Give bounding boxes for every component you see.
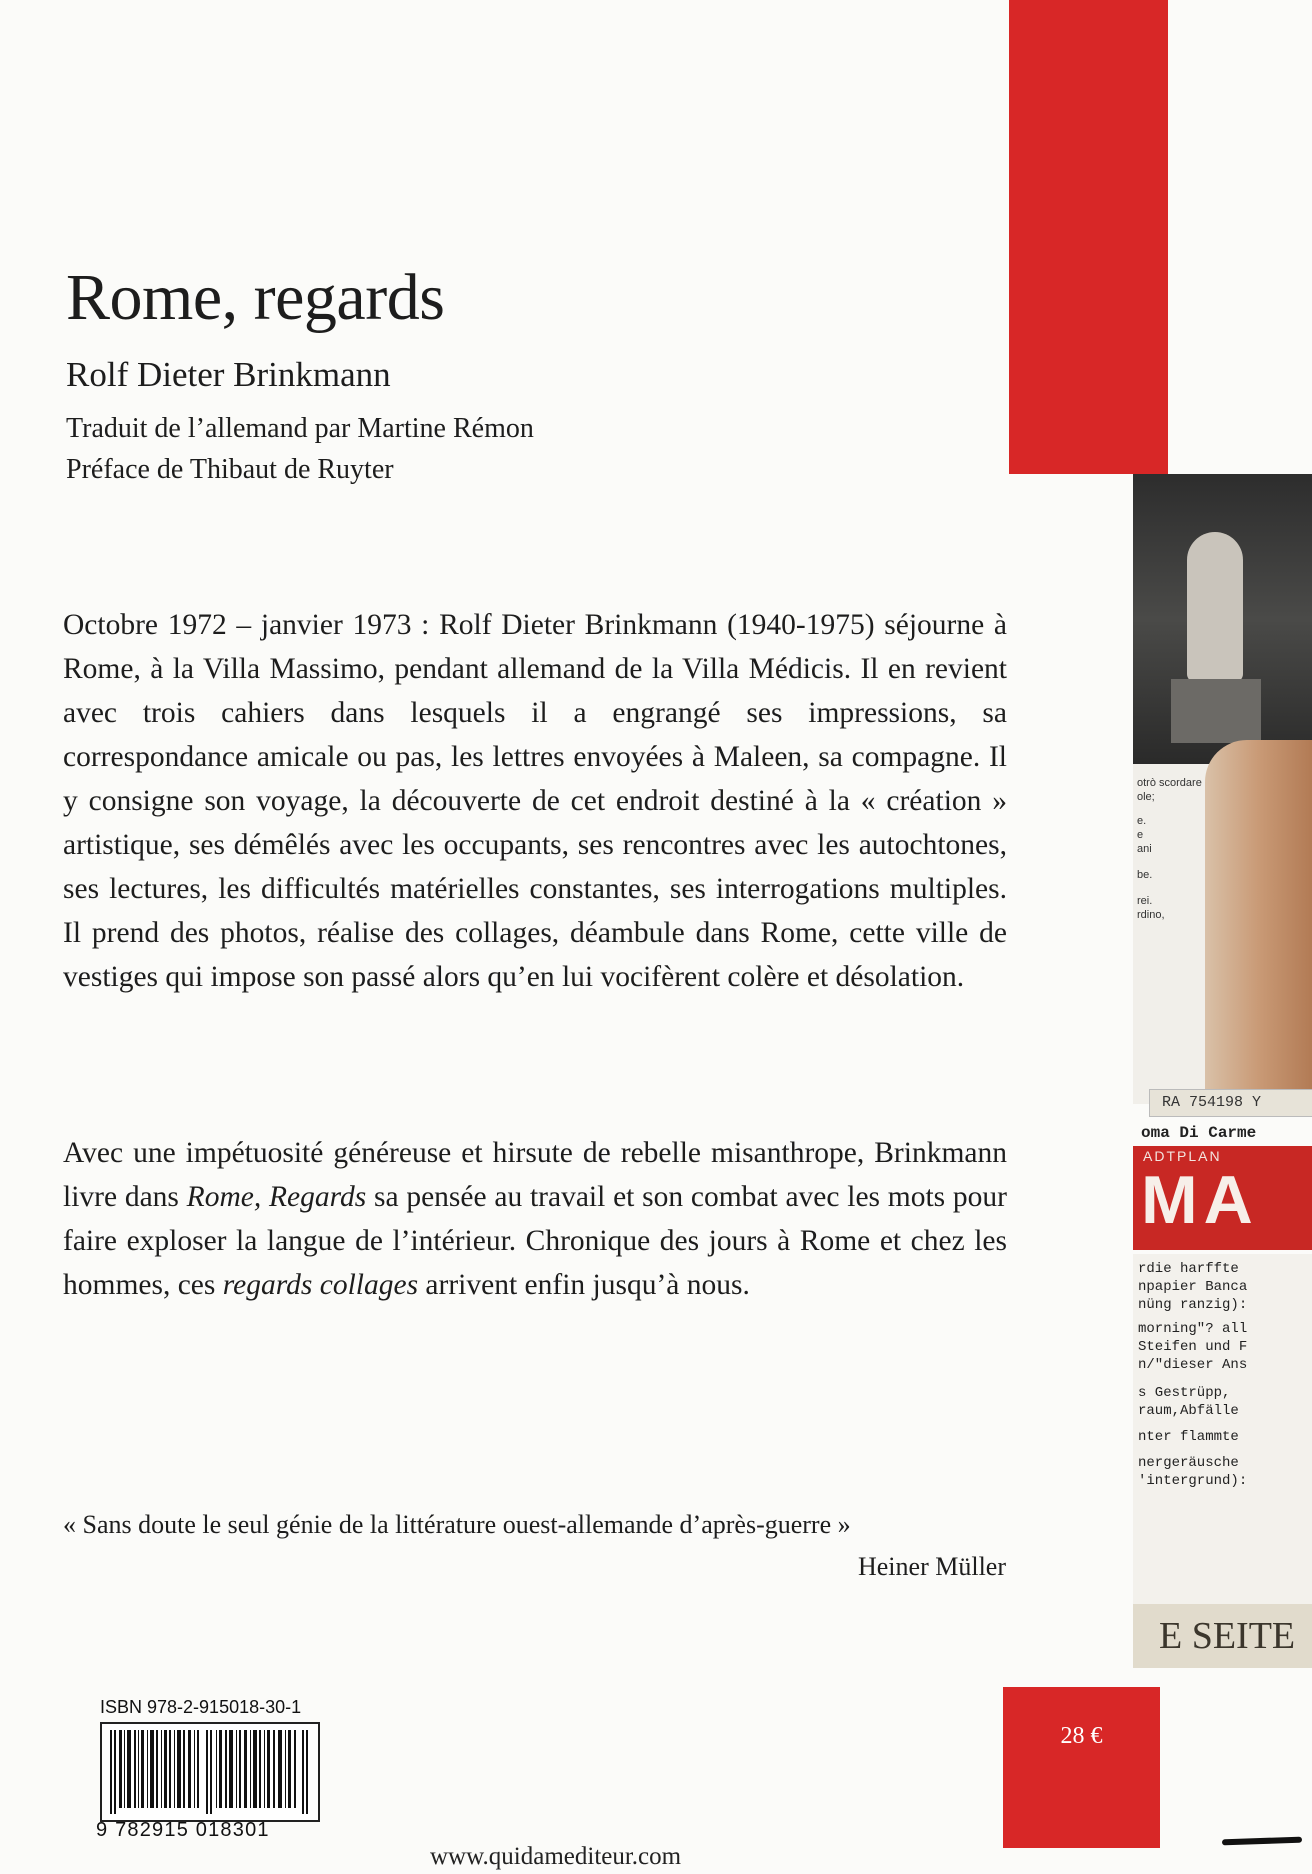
clipping-line: otrò scordare [1137, 777, 1202, 789]
publisher-website: www.quidamediteur.com [430, 1843, 682, 1870]
typewriter-line: Steifen und F [1138, 1339, 1248, 1355]
blurb-paragraph-2-text: Avec une impétuosité généreuse et hirsute de rebelle misanthrope, Brinkmann livre dans [63, 1137, 1007, 1213]
poster-small-text: ADTPLAN [1143, 1148, 1222, 1164]
typewriter-line: n/"dieser Ans [1138, 1357, 1248, 1373]
price-label: 28 € [1060, 1723, 1103, 1749]
author-name: Rolf Dieter Brinkmann [66, 355, 391, 394]
blurb-paragraph-2-text: arrivent enfin jusqu’à nous. [418, 1269, 750, 1301]
clipping-line: ani [1137, 843, 1152, 855]
isbn-number: ISBN 978-2-915018-30-1 [100, 1697, 302, 1717]
blurb-paragraph-2 [63, 1131, 1007, 1307]
collage-strip [1133, 474, 1312, 1874]
clipping-line: e [1137, 829, 1144, 841]
typewriter-line: 'intergrund): [1138, 1473, 1248, 1489]
photo-fragment [1205, 740, 1312, 1100]
typewriter-line: s Gestrüpp, [1138, 1385, 1231, 1401]
book-title: Rome, regards [66, 261, 445, 334]
clipping-line: be. [1137, 869, 1153, 881]
typewriter-line: nter flammte [1138, 1429, 1239, 1445]
barcode-digits: 9 782915 018301 [96, 1819, 270, 1841]
typewriter-line: rdie harffte [1138, 1261, 1239, 1277]
statue-figure [1187, 532, 1243, 682]
regards-collages-italic: regards collages [222, 1269, 419, 1301]
clipping-line: e. [1137, 815, 1147, 827]
statue-base [1171, 679, 1261, 743]
clipping-line: rei. [1137, 895, 1153, 907]
roma-label: oma Di Carme [1141, 1124, 1257, 1142]
typewriter-line: nergeräusche [1138, 1455, 1239, 1471]
typewriter-line: morning"? all [1138, 1321, 1248, 1337]
blurb-paragraph-2-text: sa pensée au travail et son combat avec les mots pour faire exploser la langue de l’intérieur. Chronique des jours à Rome et chez les hommes, ces [63, 1181, 1008, 1301]
translation-credit: Traduit de l’allemand par Martine Rémon [66, 413, 534, 444]
typewriter-line: raum,Abfälle [1138, 1403, 1239, 1419]
newspaper-fragment: E SEITE [1133, 1604, 1312, 1668]
quote-source: Heiner Müller [857, 1552, 1006, 1581]
barcode [100, 1722, 320, 1822]
red-poster-fragment [1133, 1146, 1312, 1250]
typewriter-line: nüng ranzig): [1138, 1297, 1248, 1313]
red-color-band [1009, 0, 1168, 474]
poster-big-letters: MA [1141, 1162, 1259, 1238]
typewriter-page [1133, 1254, 1312, 1614]
barcode-bars [108, 1730, 312, 1814]
quote-text: « Sans doute le seul génie de la littérature ouest-allemande d’après-guerre » [63, 1510, 851, 1539]
blurb-paragraph-1: Octobre 1972 – janvier 1973 : Rolf Dieter Brinkmann (1940-1975) séjourne à Rome, à la Villa Massimo, pendant allemand de la Villa Médicis. Il en revient avec trois cahiers dans lesquels il a engrangé ses impressions, sa correspondance amicale ou pas, les lettres envoyées à Maleen, sa compagne. Il y consigne son voyage, la découverte de cet endroit destiné à la « création » artistique, ses démêlés avec les occupants, ses rencontres avec les autochtones, ses lectures, les difficultés matérielles constantes, ses interrogations multiples. Il prend des photos, réalise des collages, déambule dans Rome, cette ville de vestiges qui impose son passé alors qu’en lui vocifèrent colère et désolation. [63, 609, 1007, 993]
typewriter-line: npapier Banca [1138, 1279, 1248, 1295]
book-title-italic: Rome, Regards [186, 1181, 367, 1213]
clipping-line: ole; [1137, 791, 1155, 803]
ticket-stub: RA 754198 Y [1149, 1089, 1312, 1117]
clipping-line: rdino, [1137, 909, 1165, 921]
price-box [1003, 1687, 1160, 1848]
preface-credit: Préface de Thibaut de Ruyter [66, 454, 394, 485]
